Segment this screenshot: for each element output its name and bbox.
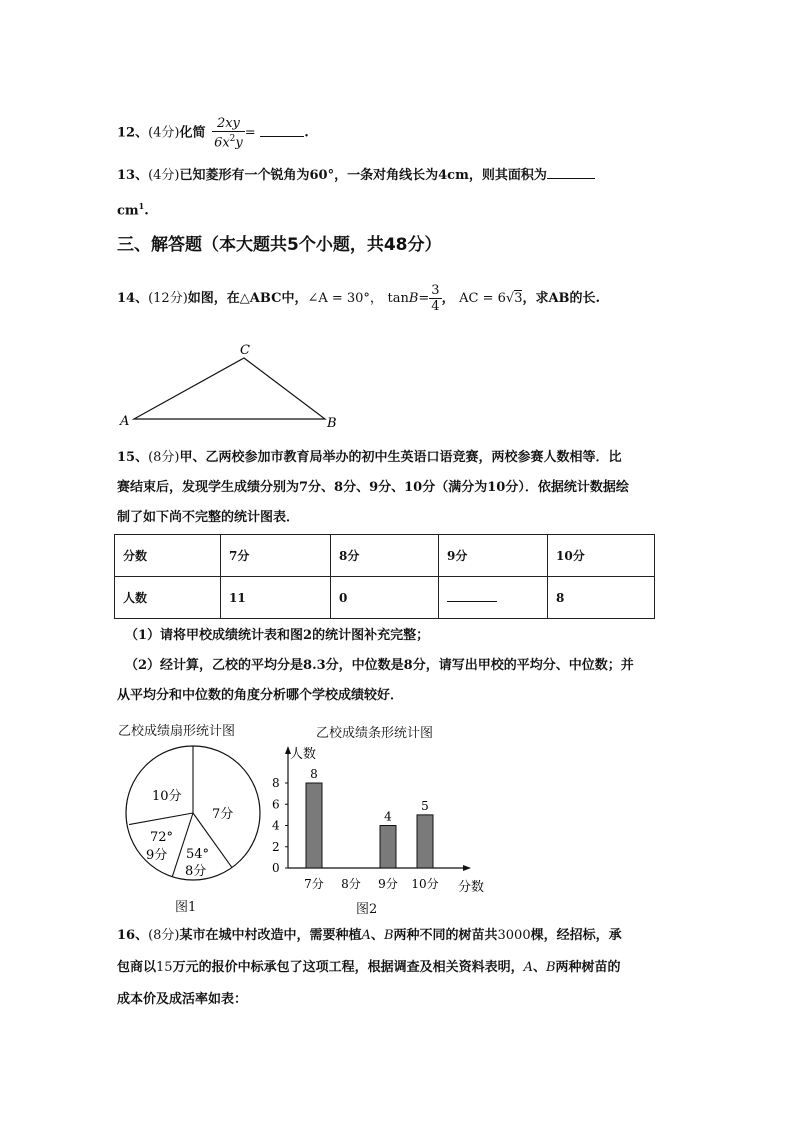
den-a: 6x: [214, 135, 230, 151]
table-cell: 8分: [331, 535, 439, 577]
question-number: 13、: [117, 168, 149, 183]
pie-label-9: 9分: [146, 848, 168, 863]
x-axis-arrow: [463, 865, 471, 871]
question-12: [117, 116, 309, 150]
question-16-line1: [117, 926, 622, 946]
pie-label-8-angle: 54°: [186, 847, 210, 862]
answer-blank[interactable]: [447, 601, 497, 602]
question-text: 万元的报价中标承包了这项工程，根据调查及相关资料表明，: [172, 960, 524, 975]
unit-exponent: 1: [138, 201, 145, 211]
answer-blank[interactable]: [547, 178, 595, 179]
table-cell-blank[interactable]: [439, 577, 548, 619]
question-13-unit: [117, 196, 149, 221]
fraction-numerator: 2xy: [216, 116, 240, 131]
subquestion-1: （1）请将甲校成绩统计表和图2的统计图补充完整；: [125, 628, 430, 643]
x-axis-label: 分数: [458, 880, 485, 895]
separator: 、: [370, 928, 384, 943]
vertex-label-b: B: [327, 416, 337, 431]
question-16-line2: [117, 958, 621, 978]
vertex-label-c: C: [240, 343, 250, 358]
period: .: [304, 125, 309, 141]
question-15-line3: 制了如下尚不完整的统计图表．: [117, 510, 300, 525]
sqrt-symbol: √: [505, 291, 515, 306]
question-15-line2: 赛结束后，发现学生成绩分别为7分、8分、9分、10分（满分为10分）．依据统计数据绘: [117, 480, 629, 495]
question-text: 棵，经招标，承: [530, 928, 622, 943]
table-cell: 9分: [439, 535, 548, 577]
variable-a: A: [361, 928, 371, 943]
equals-sign: =: [418, 291, 430, 306]
vertex-label-a: A: [120, 414, 130, 429]
fraction: [429, 283, 441, 314]
x-tick-label: 10分: [411, 877, 439, 891]
question-number: 12、: [117, 125, 149, 141]
fraction: [212, 116, 245, 150]
fraction-denominator: [212, 131, 245, 150]
pie-label-7: 7分: [212, 807, 234, 822]
bar: [380, 826, 396, 869]
sqrt-argument: 3: [514, 291, 523, 306]
variable-b: B: [383, 928, 394, 943]
y-axis-label: 人数: [290, 747, 317, 762]
table-data-row: [115, 577, 655, 619]
bar-chart-caption: 图2: [356, 902, 378, 917]
table-cell: 8: [548, 577, 655, 619]
question-points: (12分): [148, 291, 188, 306]
table-cell: 7分: [221, 535, 331, 577]
bar-data-label: 5: [421, 798, 429, 813]
question-points: (8分): [148, 928, 180, 943]
question-points: (4分): [148, 168, 180, 183]
comma: ，: [441, 291, 455, 306]
tan-label: tan: [387, 291, 409, 306]
score-table: [114, 534, 655, 619]
x-tick-label: 9分: [378, 877, 398, 891]
table-cell: 分数: [115, 535, 221, 577]
bar-data-label: 8: [310, 767, 318, 781]
separator: 、: [532, 960, 546, 975]
y-tick-label: 0: [272, 861, 280, 875]
y-tick-label: 2: [272, 839, 280, 854]
pie-label-8: 8分: [185, 864, 207, 879]
question-16-line3: 成本价及成活率如表：: [117, 992, 248, 1007]
den-exponent: 2: [229, 134, 236, 144]
pie-chart-caption: 图1: [175, 900, 197, 915]
table-cell: 人数: [115, 577, 221, 619]
question-text: 某市在城中村改造中，需要种植: [179, 928, 362, 943]
period: .: [144, 203, 149, 219]
question-text: 包商以: [117, 960, 157, 975]
table-cell: 11: [221, 577, 331, 619]
section-title: 三、解答题（本大题共5个小题，共48分）: [117, 235, 442, 255]
question-13: [117, 166, 595, 186]
y-tick-label: 6: [272, 797, 280, 812]
x-tick-label: 7分: [304, 877, 324, 891]
ac-condition: AC = 6: [459, 291, 506, 306]
equals-sign: =: [244, 125, 256, 141]
x-tick-label: 8分: [341, 877, 361, 891]
table-cell: 10分: [548, 535, 655, 577]
seedling-count: 3000: [497, 928, 531, 943]
question-text: 两种树苗的: [555, 960, 621, 975]
angle-condition: ∠A = 30°，: [307, 291, 383, 306]
question-text: 两种不同的树苗共: [393, 928, 498, 943]
answer-blank[interactable]: [260, 136, 304, 137]
table-cell: 0: [331, 577, 439, 619]
question-text: 甲、乙两校参加市教育局举办的初中生英语口语竞赛，两校参赛人数相等．比: [179, 450, 622, 465]
question-points: (4分): [148, 125, 180, 141]
pie-chart-title: 乙校成绩扇形统计图: [118, 724, 236, 739]
triangle-figure: [110, 342, 350, 432]
question-14: [117, 283, 600, 315]
table-header-row: [115, 535, 655, 577]
pie-label-10: 10分: [152, 789, 182, 804]
fraction-numerator: 3: [431, 283, 440, 298]
subquestion-2-line2: 从平均分和中位数的角度分析哪个学校成绩较好．: [117, 688, 404, 703]
question-number: 16、: [117, 928, 149, 943]
bar-chart: [262, 738, 492, 898]
y-tick-label: 8: [272, 776, 280, 790]
bar: [417, 815, 433, 868]
triangle-abc: [134, 358, 325, 419]
bar-data-label: 4: [384, 809, 392, 824]
question-text: 如图，在△ABC中，: [187, 291, 308, 306]
pie-label-9-angle: 72°: [150, 830, 174, 845]
y-tick-label: 4: [272, 818, 280, 833]
pie-chart: [118, 744, 278, 894]
question-text: 化简: [179, 125, 206, 141]
bar-chart-title: 乙校成绩条形统计图: [316, 726, 434, 741]
question-text-end: ，求AB的长.: [522, 291, 601, 306]
bar: [306, 783, 322, 868]
question-text: 已知菱形有一个锐角为60°，一条对角线长为4cm，则其面积为: [179, 168, 547, 183]
fraction-denominator: 4: [431, 299, 440, 314]
question-points: (8分): [148, 450, 180, 465]
question-number: 14、: [117, 291, 149, 306]
question-number: 15、: [117, 450, 149, 465]
unit-base: cm: [117, 203, 139, 219]
subquestion-2-line1: （2）经计算，乙校的平均分是8.3分，中位数是8分，请写出甲校的平均分、中位数；并: [125, 658, 634, 673]
bid-price: 15: [156, 960, 173, 975]
variable-b: B: [545, 960, 556, 975]
tan-variable: B: [408, 291, 419, 306]
question-15-line1: [117, 448, 622, 468]
den-b: y: [235, 135, 243, 151]
variable-a: A: [523, 960, 533, 975]
